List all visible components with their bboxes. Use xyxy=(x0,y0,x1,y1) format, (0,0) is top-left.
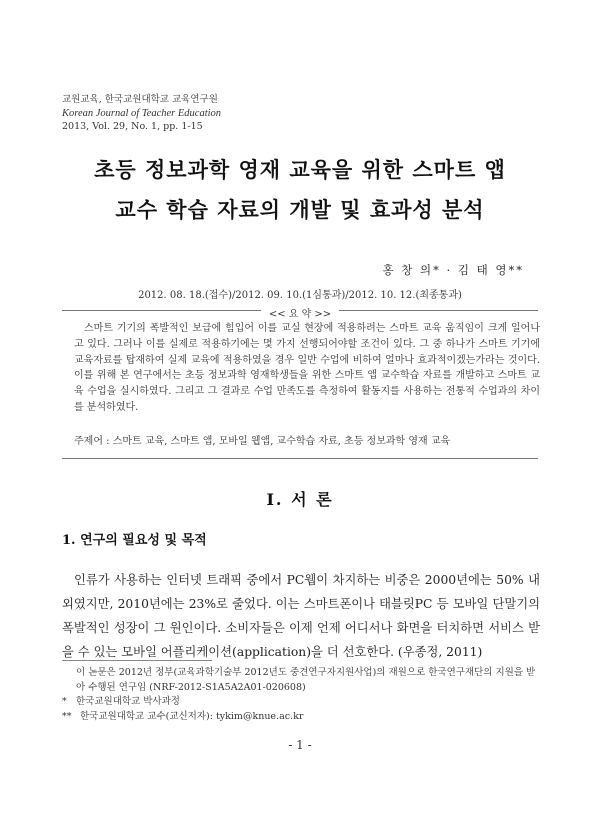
abstract-text: 스마트 기기의 폭발적인 보급에 힘입어 이를 교실 현장에 적용하려는 스마트 교육 움직임이 크게 일어나고 있다. 그러나 이를 실제로 적용하기에는 몇 가지 선행되어야할 조건이 있다. 그 중 하나가 스마트 기기에 교육자료를 탑재하여 실제 교육에 적용하였을 경우 일반 수업에 비하여 얼마나 효과적이겠는가라는 것이다. 이를 위해 본 연구에서는 초등 정보과학 영재학생들을 위한 스마트 앱 교수학습 자료를 개발하고 스마트 교육 수업을 실시하였다. 그리고 그 결과로 수업 만족도를 측정하여 활동지를 사용하는 전통적 수업과의 차이를 분석하였다. xyxy=(74,323,540,413)
abstract-label-text: << 요 약 >> xyxy=(261,309,339,320)
paper-title-line-1: 초등 정보과학 영재 교육을 위한 스마트 앱 xyxy=(94,157,506,182)
footnote-marker xyxy=(62,666,76,695)
footnote-text: 한국교원대학교 교수(교신저자): tykim@knue.ac.kr xyxy=(80,710,304,722)
journal-name-korean: 교원교육, 한국교원대학교 교육연구원 xyxy=(62,94,218,105)
abstract-bottom-rule xyxy=(62,458,538,459)
footnotes xyxy=(62,666,540,724)
abstract-label xyxy=(0,302,600,321)
footnote-rule xyxy=(62,660,212,661)
footnote-text: 이 논문은 2012년 정부(교육과학기술부 2012년도 중견연구자지원사업)의 재원으로 한국연구재단의 지원을 받아 수행된 연구임 (NRF-2012-S1A5A2A01-020608) xyxy=(76,667,536,693)
footnote-funding xyxy=(62,666,540,695)
subsection-heading: 1. 연구의 필요성 및 목적 xyxy=(62,533,207,548)
submission-dates: 2012. 08. 18.(접수)/2012. 09. 10.(1심통과)/2012. 10. 12.(최종통과) xyxy=(138,290,462,301)
footnote-marker: * xyxy=(62,696,67,707)
journal-name-english: Korean Journal of Teacher Education xyxy=(62,107,222,119)
footnote-author-1 xyxy=(62,695,540,710)
footnote-marker: ** xyxy=(62,710,72,722)
footnote-text: 한국교원대학교 박사과정 xyxy=(76,696,180,707)
page-number: - 1 - xyxy=(288,738,312,752)
body-paragraph: 인류가 사용하는 인터넷 트래픽 중에서 PC웹이 차지하는 비중은 2000년에는 50% 내외였지만, 2010년에는 23%로 줄었다. 이는 스마트폰이나 태블릿PC 등 모바일 단말기의 폭발적인 성장이 그 원인이다. 소비자들은 이제 언제 어디서나 화면을 터치하면 서비스 받을 수 있는 모바일 어플리케이션(application)을 더 선호한다. (우종정, 2011) xyxy=(62,573,540,659)
journal-info xyxy=(62,93,221,134)
keywords: 주제어 : 스마트 교육, 스마트 앱, 모바일 웹앱, 교수학습 자료, 초등 정보과학 영재 교육 xyxy=(74,436,451,447)
footnote-author-2 xyxy=(62,710,540,725)
paper-title-line-2: 교수 학습 자료의 개발 및 효과성 분석 xyxy=(115,197,485,222)
authors: 홍 창 의* · 김 태 영** xyxy=(382,263,524,277)
journal-volume: 2013, Vol. 29, No. 1, pp. 1-15 xyxy=(62,121,203,132)
section-heading: Ⅰ. 서 론 xyxy=(266,490,334,509)
